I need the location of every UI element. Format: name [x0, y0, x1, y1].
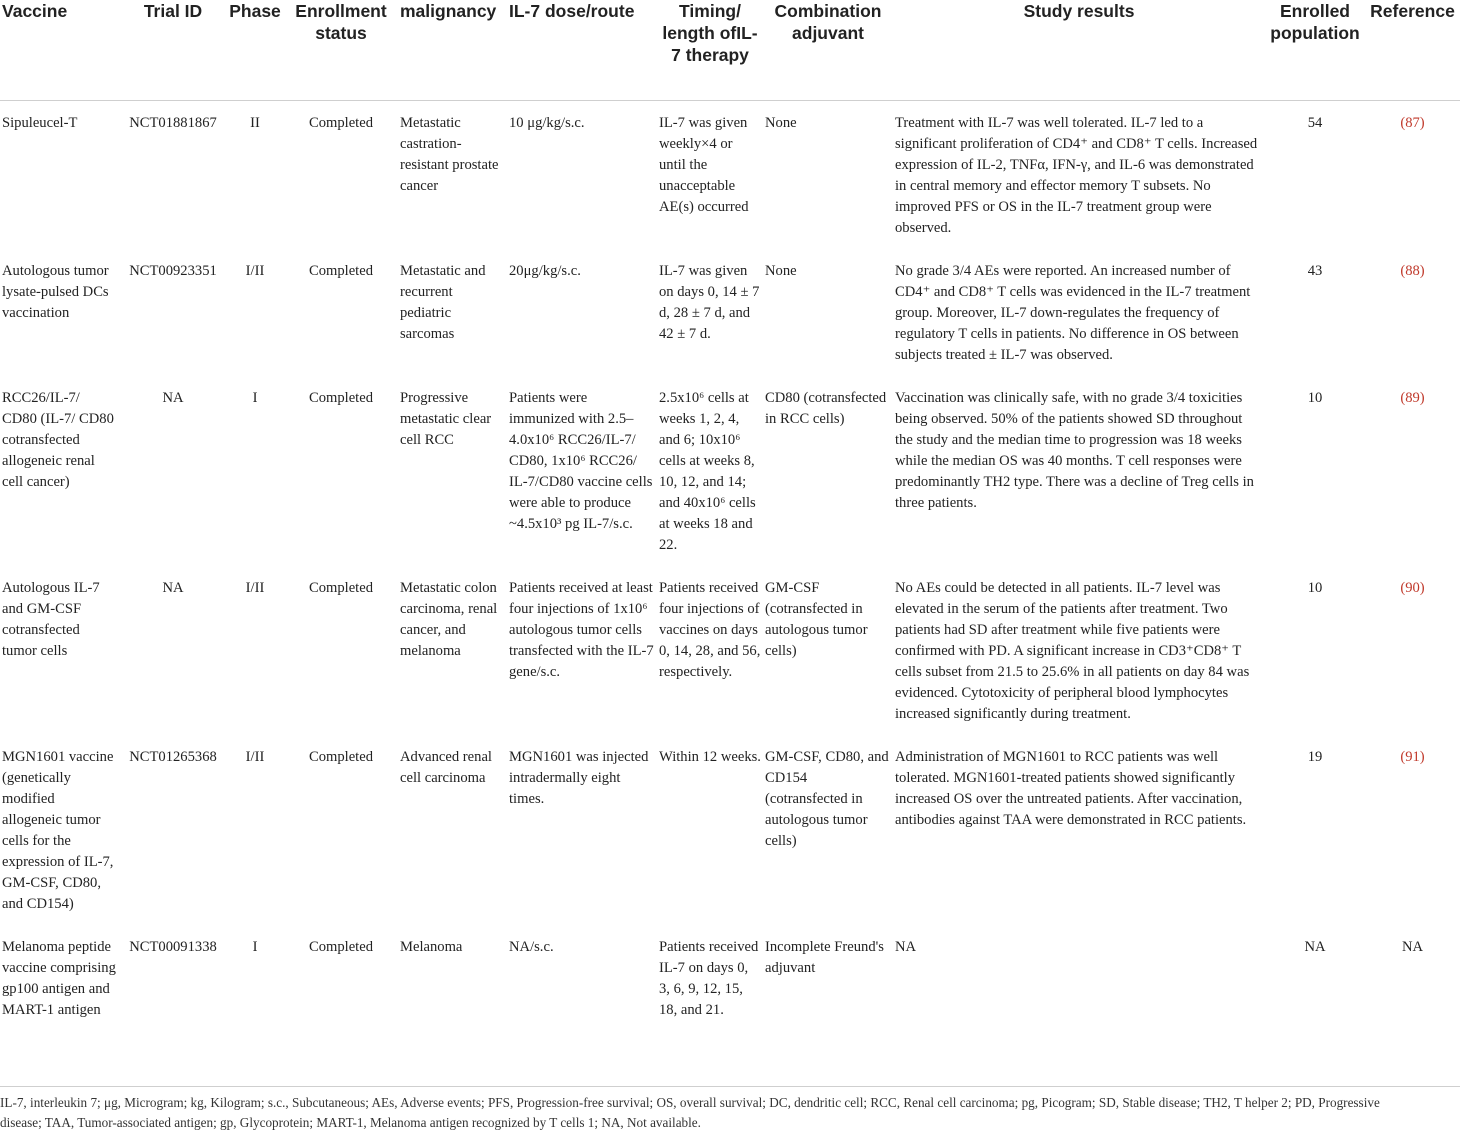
- cell-timing: IL-7 was given weekly×4 or until the unacceptable AE(s) occurred: [659, 114, 749, 215]
- header-phase: Phase: [226, 0, 284, 100]
- cell-phase: I/II: [245, 262, 265, 279]
- table-row: [0, 566, 1460, 735]
- cell-population: 43: [1307, 262, 1323, 279]
- cell-dose-route: 20μg/kg/s.c.: [509, 262, 581, 279]
- cell-timing: IL-7 was given on days 0, 14 ± 7 d, 28 ± 7 d, and 42 ± 7 d.: [659, 262, 760, 342]
- cell-results: Administration of MGN1601 to RCC patients was well tolerated. MGN1601-treated patients showed significantly increased OS over the untreated patients. After vaccination, antibodies against TAA were demonstrated in RCC patients.: [895, 748, 1247, 828]
- cell-reference: NA: [1401, 938, 1424, 955]
- cell-dose-route: Patients were immunized with 2.5–4.0x10⁶ RCC26/IL-7/ CD80, 1x10⁶ RCC26/ IL-7/CD80 vaccine cells were able to produce ~4.5x10³ pg IL-7/s.c.: [509, 389, 653, 532]
- cell-results: No grade 3/4 AEs were reported. An increased number of CD4⁺ and CD8⁺ T cells was evidenced in the IL-7 treatment group. Moreover, IL-7 down-regulates the frequency of regulatory T cells in patients. No difference in OS between subjects treated ± IL-7 was observed.: [895, 262, 1251, 363]
- cell-dose-route: MGN1601 was injected intradermally eight times.: [509, 748, 649, 807]
- cell-status: Completed: [308, 579, 374, 596]
- reference-link[interactable]: (88): [1400, 262, 1425, 279]
- header-enrolled-population: Enrolled population: [1265, 0, 1365, 100]
- cell-trial-id: NA: [162, 389, 184, 406]
- cell-malignancy: Advanced renal cell carcinoma: [400, 748, 492, 786]
- reference-link[interactable]: (87): [1400, 114, 1425, 131]
- cell-status: Completed: [308, 262, 374, 279]
- cell-vaccine: Autologous tumor lysate-pulsed DCs vaccination: [2, 262, 109, 321]
- header-dose-route: IL-7 dose/route: [507, 0, 657, 100]
- header-study-results: Study results: [893, 0, 1265, 100]
- cell-trial-id: NCT01881867: [129, 114, 217, 131]
- cell-vaccine: Autologous IL-7 and GM-CSF cotransfected tumor cells: [2, 579, 100, 659]
- reference-link[interactable]: (90): [1400, 579, 1425, 596]
- header-vaccine: Vaccine: [0, 0, 120, 100]
- cell-trial-id: NCT00923351: [129, 262, 217, 279]
- cell-phase: II: [250, 114, 260, 131]
- cell-vaccine: Sipuleucel-T: [2, 114, 78, 131]
- cell-phase: I/II: [245, 748, 265, 765]
- footnote-line: IL-7, interleukin 7; μg, Microgram; kg, Kilogram; s.c., Subcutaneous; AEs, Adverse events; PFS, Progression-free survival; OS, overall survival; DC, dendritic cell; RCC, Renal cell carcinoma; pg, Picogram; SD, Stable disease; TH2, T helper 2; PD, Progressive: [0, 1095, 1380, 1110]
- cell-combination: None: [765, 114, 797, 131]
- cell-phase: I/II: [245, 579, 265, 596]
- cell-results: NA: [895, 938, 917, 955]
- table-body: [0, 100, 1460, 1031]
- cell-malignancy: Metastatic and recurrent pediatric sarcomas: [400, 262, 486, 342]
- cell-status: Completed: [308, 114, 374, 131]
- cell-combination: Incomplete Freund's adjuvant: [765, 938, 884, 976]
- cell-dose-route: NA/s.c.: [509, 938, 554, 955]
- cell-combination: CD80 (cotransfected in RCC cells): [765, 389, 887, 427]
- cell-population: 10: [1307, 579, 1323, 596]
- table-row: [0, 249, 1460, 376]
- table-row: [0, 376, 1460, 566]
- cell-combination: None: [765, 262, 797, 279]
- cell-malignancy: Metastatic colon carcinoma, renal cancer, and melanoma: [400, 579, 498, 659]
- cell-vaccine: Melanoma peptide vaccine comprising gp100 antigen and MART-1 antigen: [2, 938, 116, 1018]
- header-timing: Timing/ length ofIL-7 therapy: [657, 0, 763, 100]
- cell-status: Completed: [308, 938, 374, 955]
- header-combination-adjuvant: Combination adjuvant: [763, 0, 893, 100]
- cell-trial-id: NA: [162, 579, 184, 596]
- cell-trial-id: NCT00091338: [129, 938, 217, 955]
- cell-results: No AEs could be detected in all patients. IL-7 level was elevated in the serum of the patients after treatment. Two patients had SD after treatment while five patients were confirmed with PD. A significant increase in CD3⁺CD8⁺ T cells subset from 21.5 to 25.6% in all patients on day 84 was evidenced. Cytotoxicity of peripheral blood lymphocytes increased significantly during treatment.: [895, 579, 1250, 722]
- cell-vaccine: RCC26/IL-7/ CD80 (IL-7/ CD80 cotransfected allogeneic renal cell cancer): [2, 389, 114, 490]
- table-header: [0, 0, 1460, 100]
- cell-results: Vaccination was clinically safe, with no grade 3/4 toxicities being observed. 50% of the patients showed SD throughout the study and the median time to progression was 18 weeks while the median OS was 40 months. T cell responses were predominantly TH2 type. There was a decline of Treg cells in three patients.: [895, 389, 1254, 511]
- cell-phase: I: [252, 389, 258, 406]
- reference-link[interactable]: (89): [1400, 389, 1425, 406]
- cell-population: 10: [1307, 389, 1323, 406]
- cell-population: 54: [1307, 114, 1323, 131]
- header-enrollment-status: Enrollment status: [284, 0, 398, 100]
- header-reference: Reference: [1365, 0, 1460, 100]
- cell-combination: GM-CSF (cotransfected in autologous tumor cells): [765, 579, 868, 659]
- table-footnote: [0, 1086, 1460, 1133]
- header-malignancy: malignancy: [398, 0, 507, 100]
- cell-dose-route: Patients received at least four injections of 1x10⁶ autologous tumor cells transfected with the IL-7 gene/s.c.: [509, 579, 654, 680]
- cell-timing: Patients received four injections of vaccines on days 0, 14, 28, and 56, respectively.: [659, 579, 761, 680]
- cell-vaccine: MGN1601 vaccine (genetically modified allogeneic tumor cells for the expression of IL-7, GM-CSF, CD80, and CD154): [2, 748, 114, 912]
- cell-combination: GM-CSF, CD80, and CD154 (cotransfected in autologous tumor cells): [765, 748, 889, 849]
- cell-population: NA: [1304, 938, 1326, 955]
- table-row: [0, 925, 1460, 1031]
- cell-trial-id: NCT01265368: [129, 748, 217, 765]
- cell-timing: 2.5x10⁶ cells at weeks 1, 2, 4, and 6; 10x10⁶ cells at weeks 8, 10, 12, and 14; and 40x10⁶ cells at weeks 18 and 22.: [659, 389, 756, 553]
- cell-timing: Patients received IL-7 on days 0, 3, 6, 9, 12, 15, 18, and 21.: [659, 938, 759, 1018]
- cell-malignancy: Progressive metastatic clear cell RCC: [400, 389, 492, 448]
- reference-link[interactable]: (91): [1400, 748, 1425, 765]
- footnote-line: disease; TAA, Tumor-associated antigen; gp, Glycoprotein; MART-1, Melanoma antigen recognized by T cells 1; NA, Not available.: [0, 1115, 701, 1130]
- cell-results: Treatment with IL-7 was well tolerated. IL-7 led to a significant proliferation of CD4⁺ and CD8⁺ T cells. Increased expression of IL-2, TNFα, IFN-γ, and IL-6 was demonstrated in central memory and effector memory T subsets. No improved PFS or OS in the IL-7 treatment group were observed.: [895, 114, 1258, 236]
- header-trial-id: Trial ID: [120, 0, 226, 100]
- cell-status: Completed: [308, 748, 374, 765]
- cell-status: Completed: [308, 389, 374, 406]
- cell-malignancy: Melanoma: [400, 938, 463, 955]
- cell-malignancy: Metastatic castration-resistant prostate cancer: [400, 114, 499, 194]
- table-row: [0, 100, 1460, 249]
- table-row: [0, 735, 1460, 925]
- cell-dose-route: 10 μg/kg/s.c.: [509, 114, 585, 131]
- cell-phase: I: [252, 938, 258, 955]
- cell-timing: Within 12 weeks.: [659, 748, 761, 765]
- cell-population: 19: [1307, 748, 1323, 765]
